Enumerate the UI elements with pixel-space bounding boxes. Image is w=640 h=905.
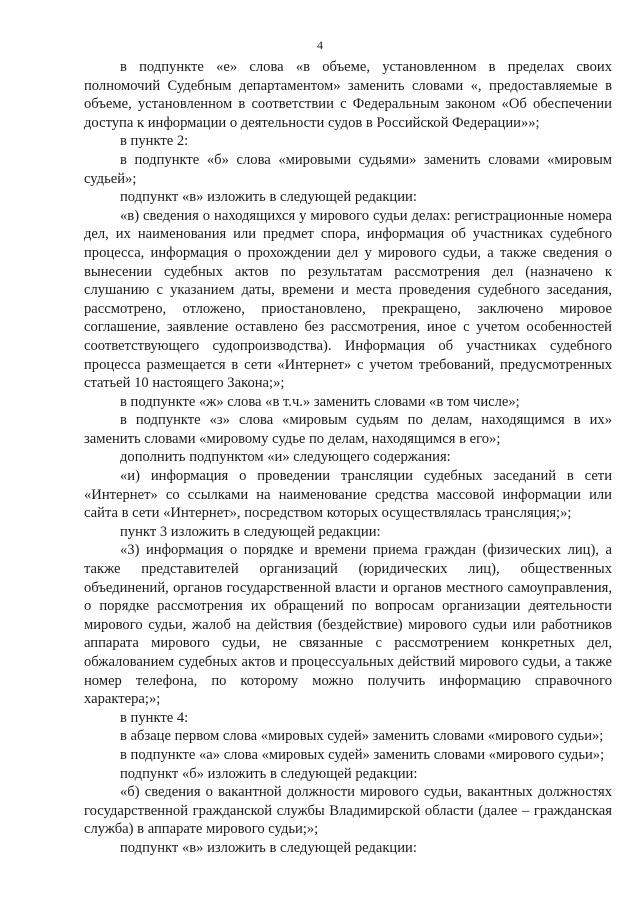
paragraph: «б) сведения о вакантной должности мирового судьи, вакантных должностях государственной гражданской службы Владимирской области (далее – гражданская служба) в аппарате мирового судьи;»; xyxy=(84,784,612,838)
paragraph: пункт 3 изложить в следующей редакции: xyxy=(120,523,381,540)
paragraph: в подпункте «а» слова «мировых судей» заменить словами «мирового судьи»; xyxy=(120,746,605,763)
paragraph: «в) сведения о находящихся у мирового судьи делах: регистрационные номера дел, их наименования или предмет спора, информация об участниках судебного процесса, информация о прохождении дел у мирового судьи, а также сведения о вынесении судебных актов по результатам рассмотрения дел (назначено к слушанию с указанием даты, времени и места проведения судебного заседания, рассмотрено, отложено, приостановлено, прекращено, заключено мировое соглашение, заявление оставлено без рассмотрения, иное с учетом особенностей соответствующего судопроизводства). Информация об участниках судебного процесса размещается в сети «Интернет» с учетом требований, предусмотренных статьей 10 настоящего Закона;»; xyxy=(84,207,612,392)
paragraph: «и) информация о проведении трансляции судебных заседаний в сети «Интернет» со ссылками на наименование средства массовой информации или сайта в сети «Интернет», посредством которых осуществлялась трансляция;»; xyxy=(84,468,612,522)
page-number: 4 xyxy=(317,38,323,52)
paragraph: подпункт «в» изложить в следующей редакции: xyxy=(120,189,417,206)
paragraph: в подпункте «ж» слова «в т.ч.» заменить словами «в том числе»; xyxy=(120,393,520,410)
paragraph: подпункт «в» изложить в следующей редакции: xyxy=(120,839,417,856)
paragraph: подпункт «б» изложить в следующей редакции: xyxy=(120,765,418,782)
paragraph: в подпункте «з» слова «мировым судьям по делам, находящимся в их» заменить словами «мировому судье по делам, находящимся в его»; xyxy=(84,412,612,447)
paragraph: в пункте 4: xyxy=(120,709,189,726)
paragraph: «3) информация о порядке и времени приема граждан (физических лиц), а также представителей организаций (юридических лиц), общественных объединений, органов государственной власти и органов местного самоуправления, о порядке рассмотрения их обращений по вопросам организации деятельности мирового судьи, жалоб на действия (бездействие) мирового судьи или работников аппарата мирового судьи, не связанные с рассмотрением конкретных дел, обжалованием судебных актов и процессуальных действий мирового судьи, а также номер телефона, по которому можно получить информацию справочного характера;»; xyxy=(84,542,612,708)
paragraph: в пункте 2: xyxy=(120,133,189,150)
paragraph: в абзаце первом слова «мировых судей» заменить словами «мирового судьи»; xyxy=(120,728,604,745)
paragraph: в подпункте «е» слова «в объеме, установленном в пределах своих полномочий Судебным департаментом» заменить словами «, предоставляемые в объеме, установленном в соответствии с Федеральным законом «Об обеспечении доступа к информации о деятельности судов в Российской Федерации»»; xyxy=(84,59,612,131)
document-body xyxy=(84,58,612,858)
paragraph: в подпункте «б» слова «мировыми судьями» заменить словами «мировым судьей»; xyxy=(84,151,612,187)
paragraph: дополнить подпунктом «и» следующего содержания: xyxy=(120,449,451,466)
